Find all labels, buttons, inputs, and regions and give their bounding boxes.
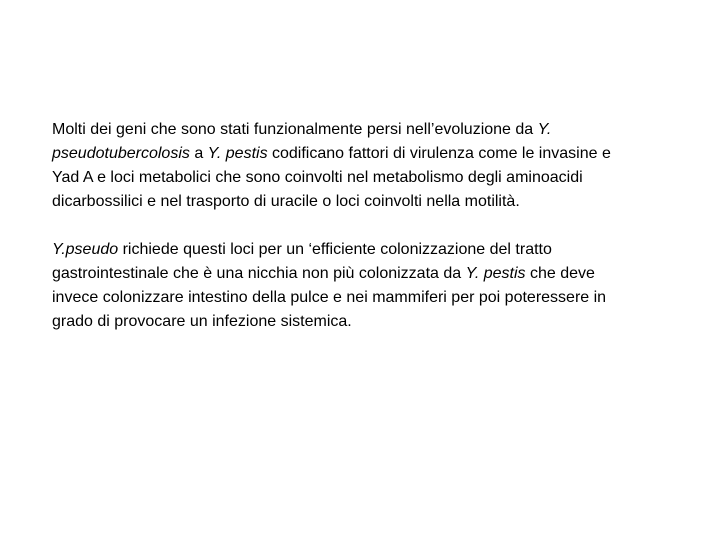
paragraph-1 xyxy=(52,118,702,214)
text-span: gastrointestinale che è una nicchia non più colonizzata da xyxy=(52,265,466,282)
italic-text-span: Y.pseudo xyxy=(52,241,119,258)
text-span: richiede questi loci per un ‘efficiente colonizzazione del tratto xyxy=(118,241,552,258)
text-span: che deve xyxy=(525,265,595,282)
italic-text-span: Y. xyxy=(537,121,552,138)
text-span: codificano fattori di virulenza come le invasine e xyxy=(267,145,611,162)
italic-text-span: Y. pestis xyxy=(207,145,268,162)
paragraph-2-line-2 xyxy=(52,262,702,286)
paragraph-2-line-3: invece colonizzare intestino della pulce e nei mammiferi per poi poteressere in xyxy=(52,289,607,306)
text-span: a xyxy=(189,145,208,162)
text-block xyxy=(52,118,702,334)
paragraph-1-line-3: Yad A e loci metabolici che sono coinvolti nel metabolismo degli aminoacidi xyxy=(52,169,583,186)
paragraph-2-line-1 xyxy=(52,238,702,262)
italic-text-span: Y. pestis xyxy=(465,265,526,282)
text-span: Molti dei geni che sono stati funzionalmente persi nell’evoluzione da xyxy=(52,121,538,138)
paragraph-2-line-4: grado di provocare un infezione sistemica. xyxy=(52,313,352,330)
paragraph-2 xyxy=(52,238,702,334)
paragraph-1-line-1 xyxy=(52,118,702,142)
italic-text-span: pseudotubercolosis xyxy=(52,145,190,162)
paragraph-1-line-4: dicarbossilici e nel trasporto di uracile o loci coinvolti nella motilità. xyxy=(52,193,520,210)
paragraph-1-line-2 xyxy=(52,142,702,166)
